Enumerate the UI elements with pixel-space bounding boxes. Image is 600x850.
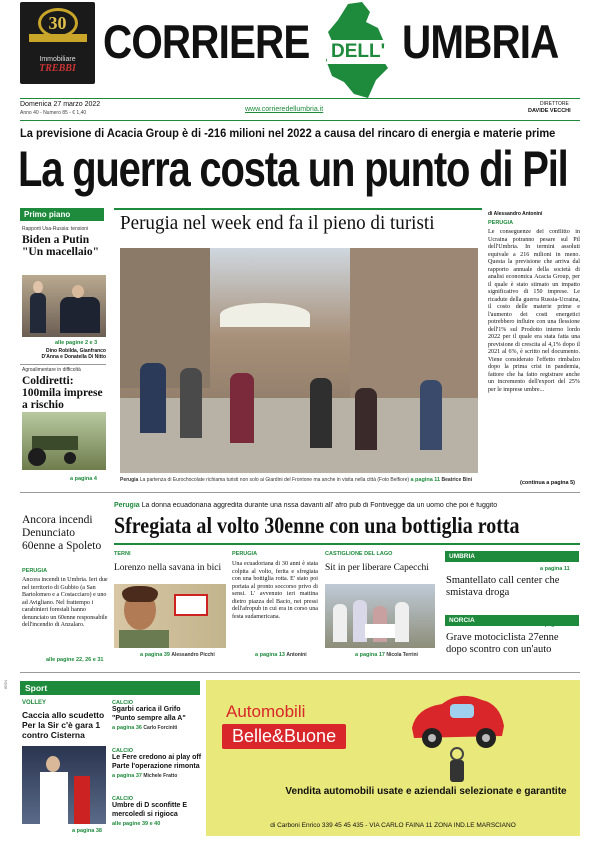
perugia-brief-author: Antonini [286,652,307,658]
sport-item-2-author: Michele Fratto [143,773,178,779]
lead-author: di Alessandro Antonini [488,211,543,217]
volley-photo [22,746,106,824]
sport-item-2 [112,748,202,779]
sport-item-2-page[interactable]: a pagina 37 [112,773,142,779]
website-link[interactable]: www.corrieredellumbria.it [245,106,324,113]
sport-label: Sport [20,681,200,695]
sport-item-3-section: CALCIO [112,796,134,802]
sport-item-2-headline[interactable]: Le Fere credono ai play off Parte l'operazione rimonta [112,754,202,770]
ad-contact: di Carboni Enrico 339 45 45 435 - VIA CARLO FAINA 11 ZONA IND.LE MARSCIANO [270,822,516,829]
fires-section: PERUGIA [22,568,48,574]
sport-item-1-meta [112,725,202,731]
second-lead-kicker [114,502,584,509]
issue-date: Domenica 27 marzo 2022 [20,101,101,108]
director-name: DAVIDE VECCHI [528,108,571,114]
second-lead-section: Perugia [114,502,140,509]
lead-body: Le conseguenze del conflitto in Ucraina potranno pesare sul Pil dell'Umbria. In termini assoluti equivale a 216 milioni in meno. Questa la previsione che arriva dal rapporto annuale della società di analisi economica Acacia Group, per il quale è stato stimato un impatto significativo di 150 imprese. Le ricadute della guerra Russia-Ucraina, il costo delle materie prime e l'aumento dei costi energetici potrebbero influire con una flessione dell'1% sul Prodotto interno lordo 2022 per il quale era stata fatta una previsione di crescita al 4,1% dopo il 2021 al 6%, è scritto nel documento. Viene considerato l'effetto rimbalzo dopo la prima crisi in pandemia, fattore che ha fatto registrare anche un incremento dell'export del 25% per le imprese umbre... [488,229,580,393]
primo-piano-label: Primo piano [20,208,104,221]
badge-ribbon [29,34,87,42]
volley-section: VOLLEY [22,700,47,706]
lead-headline[interactable]: La guerra costa un punto di Pil [18,141,568,197]
sport-item-3-page[interactable]: alle pagine 39 e 40 [112,821,161,827]
norcia-section: NORCIA [445,615,579,626]
advertisement[interactable] [206,680,580,836]
director-label: DIRETTORE [540,101,569,107]
lead-kicker: La previsione di Acacia Group è di -216 milioni nel 2022 a causa del rincaro di energia e materie prime [20,126,556,140]
lead-section: PERUGIA [488,220,514,226]
masthead-title-dell: DELL' [327,40,389,64]
biden-photo [22,275,106,337]
terni-page[interactable]: a pagina 39 [140,652,170,658]
badge-sub: Immobiliare [39,56,76,63]
caption-text: La partenza di Eurochocolate richiama turisti non solo ai Giardini del Frontone ma anche in visita nella città (Foto Belfiore) [139,477,410,483]
castiglione-page[interactable]: a pagina 17 [355,652,385,658]
sport-item-1-author: Carlo Forciniti [143,725,178,731]
issue-number: Anno 40 - Numero 85 - € 1,40 [20,110,87,116]
sport-item-1-section: CALCIO [112,700,134,706]
caption-label: Perugia [120,477,139,483]
fires-body: Ancora incendi in Umbria. Ieri due nel territorio di Gubbio (a San Bartolomeo e a Costacciaro) e uno ad Avigliano. Nel frattempo i carabinieri forestali hanno denunciato un 60enne responsabile dell'incendio di Anzalaro. [22,577,108,628]
badge-number: 30 [38,8,78,38]
sport-item-3-headline[interactable]: Umbre di D sconfitte E mercoledì si rigioca [112,802,188,818]
fires-headline[interactable]: Ancora incendi Denunciato 60enne a Spoleto [22,514,102,552]
perugia-brief-page[interactable]: a pagina 13 [255,652,285,658]
sport-item-1 [112,700,202,731]
volley-page[interactable]: a pagina 38 [72,828,102,834]
umbria-section: UMBRIA [445,551,579,562]
umbria-page[interactable]: a pagina 11 [540,566,570,572]
perugia-brief-section: PERUGIA [232,551,258,557]
badge-brand: TREBBI [39,63,76,74]
ad-brand-line1: Automobili [226,702,306,721]
sitin-photo [325,584,435,648]
caption-page[interactable]: a pagina 11 [410,477,441,483]
castiglione-headline[interactable]: Sit in per liberare Capecchi [325,563,429,573]
umbria-headline[interactable]: Smantellato call center che smistava droga [446,575,560,598]
terni-section: TERNI [114,551,131,557]
sport-item-3 [112,796,202,827]
tourists-headline[interactable]: Perugia nel week end fa il pieno di turisti [120,212,435,234]
perugia-brief-body: Una ecuadoriana di 30 anni è stata colpita al volto, ferita e sfregiata con una bottiglia rotta. E' stato poi portata al pronto soccorso privo di sensi. L' avvenuto ieri mattina dietro piazza del Bacio, nei pressi dell'afropub in cui era in corso una festa sudamericana. [232,561,318,620]
norcia-page[interactable]: a pagina 27 [540,622,570,628]
ad-brand-line2: Belle&Buone [222,724,346,749]
terni-author: Alessandro Picchi [171,652,215,658]
second-lead-kicker-text: La donna ecuadoriana aggredita durante una rissa davanti all' afro pub di Fontivegge da un uomo che poi è fuggito [141,502,498,509]
tractor-photo [22,412,106,470]
sport-item-1-headline[interactable]: Sgarbi carica il Grifo "Punto sempre alla A" [112,706,186,722]
sport-item-2-meta [112,773,202,779]
lead-continue[interactable]: (continua a pagina 5) [520,480,576,486]
primo-piano-headline[interactable]: Biden a Putin "Un macellaio" [22,234,99,258]
sport-sidebar-label: ISSN [3,680,8,690]
photo-caption [120,477,482,483]
castiglione-meta [355,652,418,658]
terni-headline[interactable]: Lorenzo nella savana in bici [114,563,222,573]
primo-piano-credit: Dino Robilda, Gianfranco D'Anna e Donatella Di Nitto [41,348,106,360]
masthead-title-right: UMBRIA [402,15,559,68]
perugia-brief-meta [255,652,307,658]
castiglione-author: Nicola Terrini [386,652,418,658]
sport-item-2-section: CALCIO [112,748,134,754]
primo-piano-kicker: Rapporti Usa-Russia: tensioni [22,226,89,232]
cyclist-photo [114,584,226,648]
coldiretti-kicker: Agroalimentare in difficoltà [22,367,81,373]
norcia-headline[interactable]: Grave motociclista 27enne dopo scontro con un'auto [446,632,559,655]
primo-piano-pages[interactable]: alle pagine 2 e 3 [55,340,98,346]
caption-author: Beatrice Bini [441,477,473,483]
castiglione-section: CASTIGLIONE DEL LAGO [325,551,393,557]
anniversary-badge [20,2,95,84]
volley-headline[interactable]: Caccia allo scudetto Per la Sir c'è gara 1 contro Cisterna [22,710,105,740]
ad-keys-icon [442,746,472,786]
perugia-crowd-photo [120,248,478,473]
coldiretti-headline[interactable]: Coldiretti: 100mila imprese a rischio [22,375,103,411]
masthead-title-left: CORRIERE [103,15,310,68]
coldiretti-page[interactable]: a pagina 4 [70,476,97,482]
second-lead-headline[interactable]: Sfregiata al volto 30enne con una bottiglia rotta [114,513,520,538]
ad-tagline: Vendita automobili usate e aziendali selezionate e garantite [285,786,567,797]
sport-item-1-page[interactable]: a pagina 36 [112,725,142,731]
fires-pages[interactable]: alle pagine 22, 26 e 31 [46,657,104,663]
terni-meta [140,652,215,658]
